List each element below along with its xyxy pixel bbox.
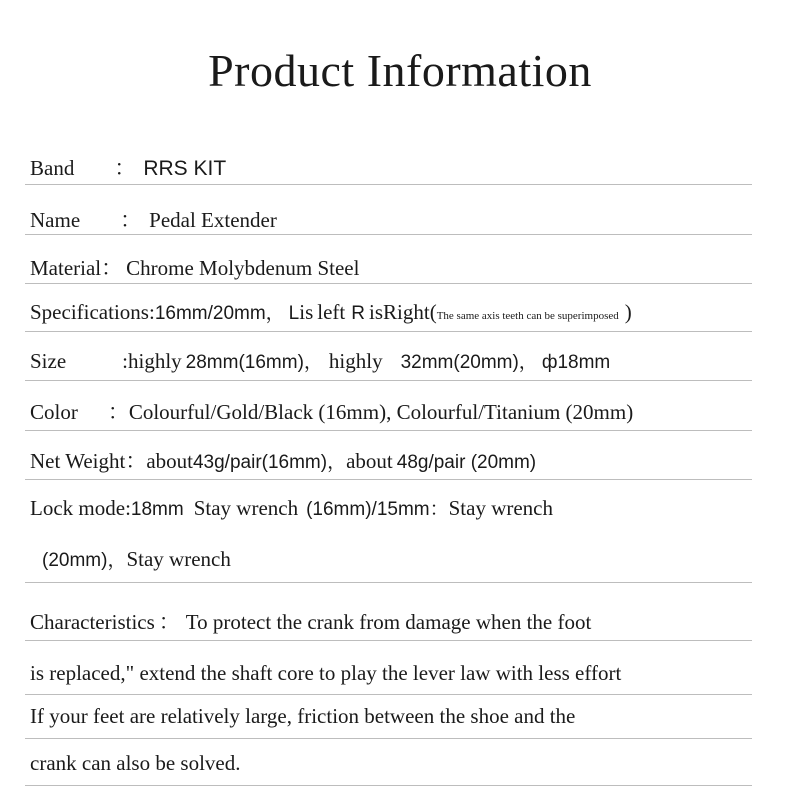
size-highly-2: highly (328, 349, 383, 373)
size-separator: : (122, 349, 128, 373)
spec-left: left (317, 300, 346, 324)
characteristics-line-1: To protect the crank from damage when the foot (185, 610, 592, 634)
spec-note-close: ) (624, 300, 632, 324)
material-row (30, 252, 359, 282)
lock-mode-separator: : (125, 496, 131, 520)
spec-right: Right (383, 300, 430, 324)
spec-is1: is (299, 300, 314, 324)
net-weight-about-1: about (146, 449, 193, 473)
name-row (30, 204, 277, 234)
size-label: Size (30, 349, 67, 373)
divider (25, 785, 752, 786)
lock-mode-value-3: (20mm)， (42, 550, 127, 571)
lock-mode-value-1: 18mm (130, 499, 184, 520)
divider (25, 380, 752, 381)
net-weight-row (30, 445, 536, 475)
net-weight-about-2: about (346, 449, 393, 473)
spec-note-open: ( (429, 300, 437, 324)
name-separator: ： (120, 208, 142, 232)
spec-is2: is (368, 300, 383, 324)
size-highly-1: highly (128, 349, 182, 373)
lock-mode-row (30, 494, 553, 521)
divider (25, 184, 752, 185)
spec-l: L (288, 303, 300, 324)
specifications-row (30, 298, 632, 325)
divider (25, 331, 752, 332)
page-title: Product Information (208, 45, 592, 96)
size-row (30, 347, 610, 374)
band-label: Band (30, 156, 75, 180)
band-row (30, 152, 226, 182)
color-row (30, 396, 633, 426)
net-weight-value-1: 43g/pair(16mm)， (192, 452, 347, 473)
divider (25, 430, 752, 431)
lock-mode-wrench-2: Stay wrench (448, 496, 553, 520)
lock-mode-row-cont (42, 545, 231, 572)
divider (25, 479, 752, 480)
net-weight-separator: ： (125, 449, 147, 473)
spec-note: The same axis teeth can be superimposed (436, 310, 619, 322)
lock-mode-wrench-1: Stay wrench (193, 496, 299, 520)
characteristics-line-3: If your feet are relatively large, friction between the shoe and the (30, 704, 576, 728)
lock-mode-value-2: (16mm)/15mm： (306, 499, 449, 520)
characteristics-line-2: is replaced," extend the shaft core to play the lever law with less effort (30, 661, 622, 685)
divider (25, 640, 752, 641)
band-separator: ： (114, 156, 136, 180)
band-value: RRS KIT (143, 157, 227, 180)
divider (25, 582, 752, 583)
characteristics-label: Characteristics (30, 610, 155, 634)
divider (25, 738, 752, 739)
material-value: Chrome Molybdenum Steel (126, 256, 360, 280)
material-separator: ： (101, 256, 123, 280)
specifications-separator: : (148, 300, 155, 324)
specifications-label: Specifications (30, 300, 149, 324)
color-value: Colourful/Gold/Black (16mm), Colourful/Titanium (20mm) (128, 400, 634, 424)
name-label: Name (30, 208, 81, 232)
color-label: Color (30, 400, 78, 424)
divider (25, 694, 752, 695)
size-value-2: 32mm(20mm)， (400, 352, 538, 373)
lock-mode-wrench-3: Stay wrench (126, 547, 231, 571)
characteristics-separator: ： (158, 610, 180, 634)
color-separator: ： (107, 400, 129, 424)
characteristics-line-4: crank can also be solved. (30, 751, 241, 775)
lock-mode-label: Lock mode (30, 496, 126, 520)
net-weight-label: Net Weight (30, 449, 126, 473)
name-value: Pedal Extender (149, 208, 277, 232)
size-value-3: ф18mm (541, 352, 611, 373)
spec-r: R (351, 303, 365, 324)
size-value-1: 28mm(16mm)， (185, 352, 323, 373)
divider (25, 234, 752, 235)
characteristics-row (30, 606, 591, 636)
material-label: Material (30, 256, 102, 280)
divider (25, 283, 752, 284)
net-weight-value-2: 48g/pair (20mm) (396, 452, 537, 473)
specifications-value: 16mm/20mm， (154, 303, 285, 324)
